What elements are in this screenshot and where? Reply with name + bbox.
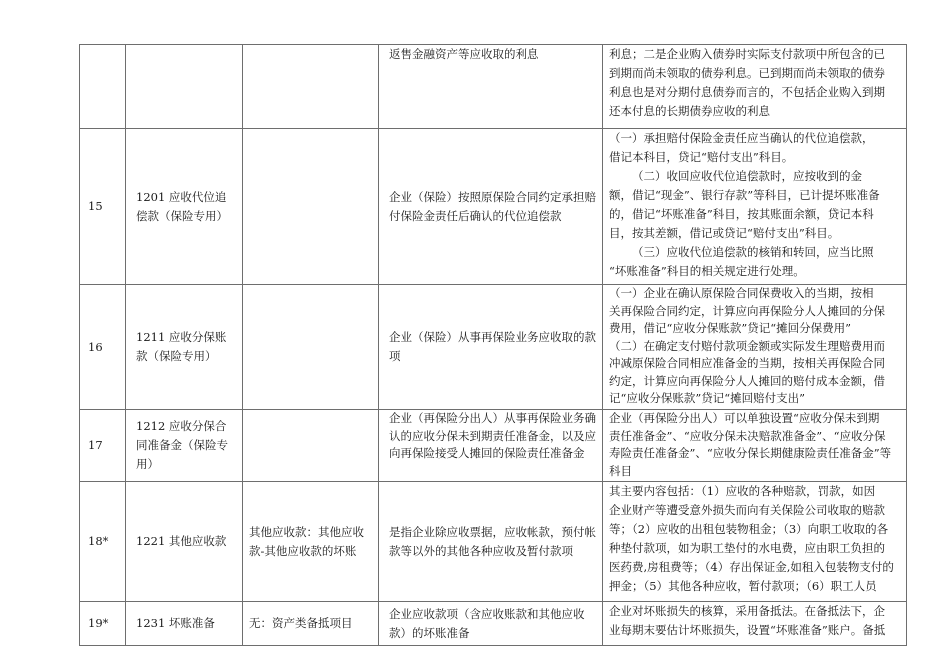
account-usage: 企业应收款项（含应收账款和其他应收款）的坏账准备: [379, 602, 603, 646]
description-line: 利息也是对分期付息债券而言的，不包括企业购入到期: [609, 85, 885, 99]
sub-account: 无：资产类备抵项目: [243, 602, 379, 646]
description-line: （二）在确定支付赔付款项金额或实际发生理赔费用而: [609, 338, 885, 353]
account-name: 1231 坏账准备: [126, 602, 243, 646]
row-number: 16: [80, 285, 126, 410]
description-line: 企业财产等遭受意外损失而向有关保险公司收取的赔款: [609, 503, 885, 517]
account-description: [603, 285, 907, 410]
description-line: 责任准备金”、“应收分保未决赔款准备金”、“应收分保: [609, 428, 886, 443]
sub-account: [243, 129, 379, 285]
account-usage-text: 返售金融资产等应收取的利息: [389, 47, 539, 61]
description-line: 押金；（5）其他各种应收，暂付款项；（6）职工人员: [609, 579, 877, 593]
description-line: 约定，计算应向再保险分人人摊回的赔付成本金额，借: [609, 373, 885, 388]
description-line: （一）企业在确认原保险合同保费收入的当期，按相: [609, 286, 874, 300]
description-line: 科目: [609, 463, 632, 478]
account-description: [603, 482, 907, 602]
account-usage: 企业（保险）按照原保险合同约定承担赔付保险金责任后确认的代位追偿款: [379, 129, 603, 285]
description-line: “坏账准备”科目的相关规定进行处理。: [609, 264, 805, 278]
description-line: 医药费,房租费等；（4）存出保证金,如租入包装物支付的: [609, 560, 894, 574]
description-line: 目，按其差额，借记或贷记“赔付支出”科目。: [609, 226, 840, 240]
table-row: [80, 285, 907, 410]
account-usage: [379, 45, 603, 129]
description-line: 利息；二是企业购入债券时实际支付款项中所包含的已: [609, 47, 885, 61]
account-usage-text: 企业（再保险分出人）从事再保险业务确认的应收分保未到期责任准备金，以及应向再保险接受人摊回的保险责任准备金: [389, 411, 596, 460]
account-description: [603, 410, 907, 482]
account-usage: 企业（保险）从事再保险业务应收取的款项: [379, 285, 603, 410]
description-line: （二）收回应收代位追偿款时，应按收到的金: [632, 169, 862, 183]
account-name: 1201 应收代位追偿款（保险专用）: [126, 129, 243, 285]
description-line: 费用，借记“应收分保账款”贷记“摊回分保费用”: [609, 321, 852, 335]
account-name: 1221 其他应收款: [126, 482, 243, 602]
description-line: 额，借记“现金”、银行存款”等科目，已计提坏账准备: [609, 188, 880, 202]
description-line: 冲减原保险合同相应准备金的当期，按相关再保险合同: [609, 356, 885, 370]
description-line: 其主要内容包括：（1）应收的各种赔款，罚款，如因: [609, 484, 876, 498]
table-row: [80, 45, 907, 129]
table-row: [80, 482, 907, 602]
sub-account: [243, 45, 379, 129]
account-description: [603, 129, 907, 285]
description-line: 借记本科目，贷记“赔付支出”科目。: [609, 150, 794, 164]
row-number: 18*: [80, 482, 126, 602]
description-line: （一）承担赔付保险金责任应当确认的代位追偿款，: [609, 131, 874, 145]
account-description: [603, 45, 907, 129]
description-line: 关再保险合同约定，计算应向再保险分人人摊回的分保: [609, 303, 885, 318]
sub-account: [243, 285, 379, 410]
account-description: [603, 602, 907, 646]
account-name: 1212 应收分保合同准备金（保险专用）: [126, 410, 243, 482]
row-number: [80, 45, 126, 129]
description-line: 还本付息的长期债券应收的利息: [609, 104, 770, 118]
sub-account: [243, 410, 379, 482]
description-line: 等；（2）应收的出租包装物租金；（3）向职工收取的各: [609, 522, 889, 536]
row-number: 17: [80, 410, 126, 482]
row-number: 19*: [80, 602, 126, 646]
description-line: 业每期末要估计坏账损失，设置“坏账准备”账户。备抵: [609, 623, 886, 637]
account-usage: 是指企业除应收票据，应收帐款，预付帐款等以外的其他各种应收及暂付款项: [379, 482, 603, 602]
account-name: 1211 应收分保账款（保险专用）: [126, 285, 243, 410]
description-line: 企业对坏账损失的核算，采用备抵法。在备抵法下，企: [609, 604, 885, 618]
description-line: 到期而尚未领取的债券利息。已到期而尚未领取的债券: [609, 66, 885, 80]
account-name: [126, 45, 243, 129]
table-row: [80, 410, 907, 482]
description-line: （三）应收代位追偿款的核销和转回，应当比照: [632, 245, 874, 259]
sub-account: 其他应收款：其他应收款-其他应收款的坏账: [243, 482, 379, 602]
accounts-table: [79, 44, 907, 646]
description-line: 寿险责任准备金”、“应收分保长期健康险责任准备金”等: [609, 446, 892, 460]
description-line: 记“应收分保账款”贷记“摊回赔付支出”: [609, 391, 806, 405]
description-line: 的，借记“坏账准备”科目，按其账面余额，贷记本科: [609, 207, 874, 221]
account-usage: [379, 410, 603, 482]
table-row: [80, 602, 907, 646]
description-line: 种垫付款项，如为职工垫付的水电费，应由职工负担的: [609, 541, 885, 555]
row-number: 15: [80, 129, 126, 285]
description-line: 企业（再保险分出人）可以单独设置“应收分保未到期: [609, 411, 880, 425]
table-row: [80, 129, 907, 285]
